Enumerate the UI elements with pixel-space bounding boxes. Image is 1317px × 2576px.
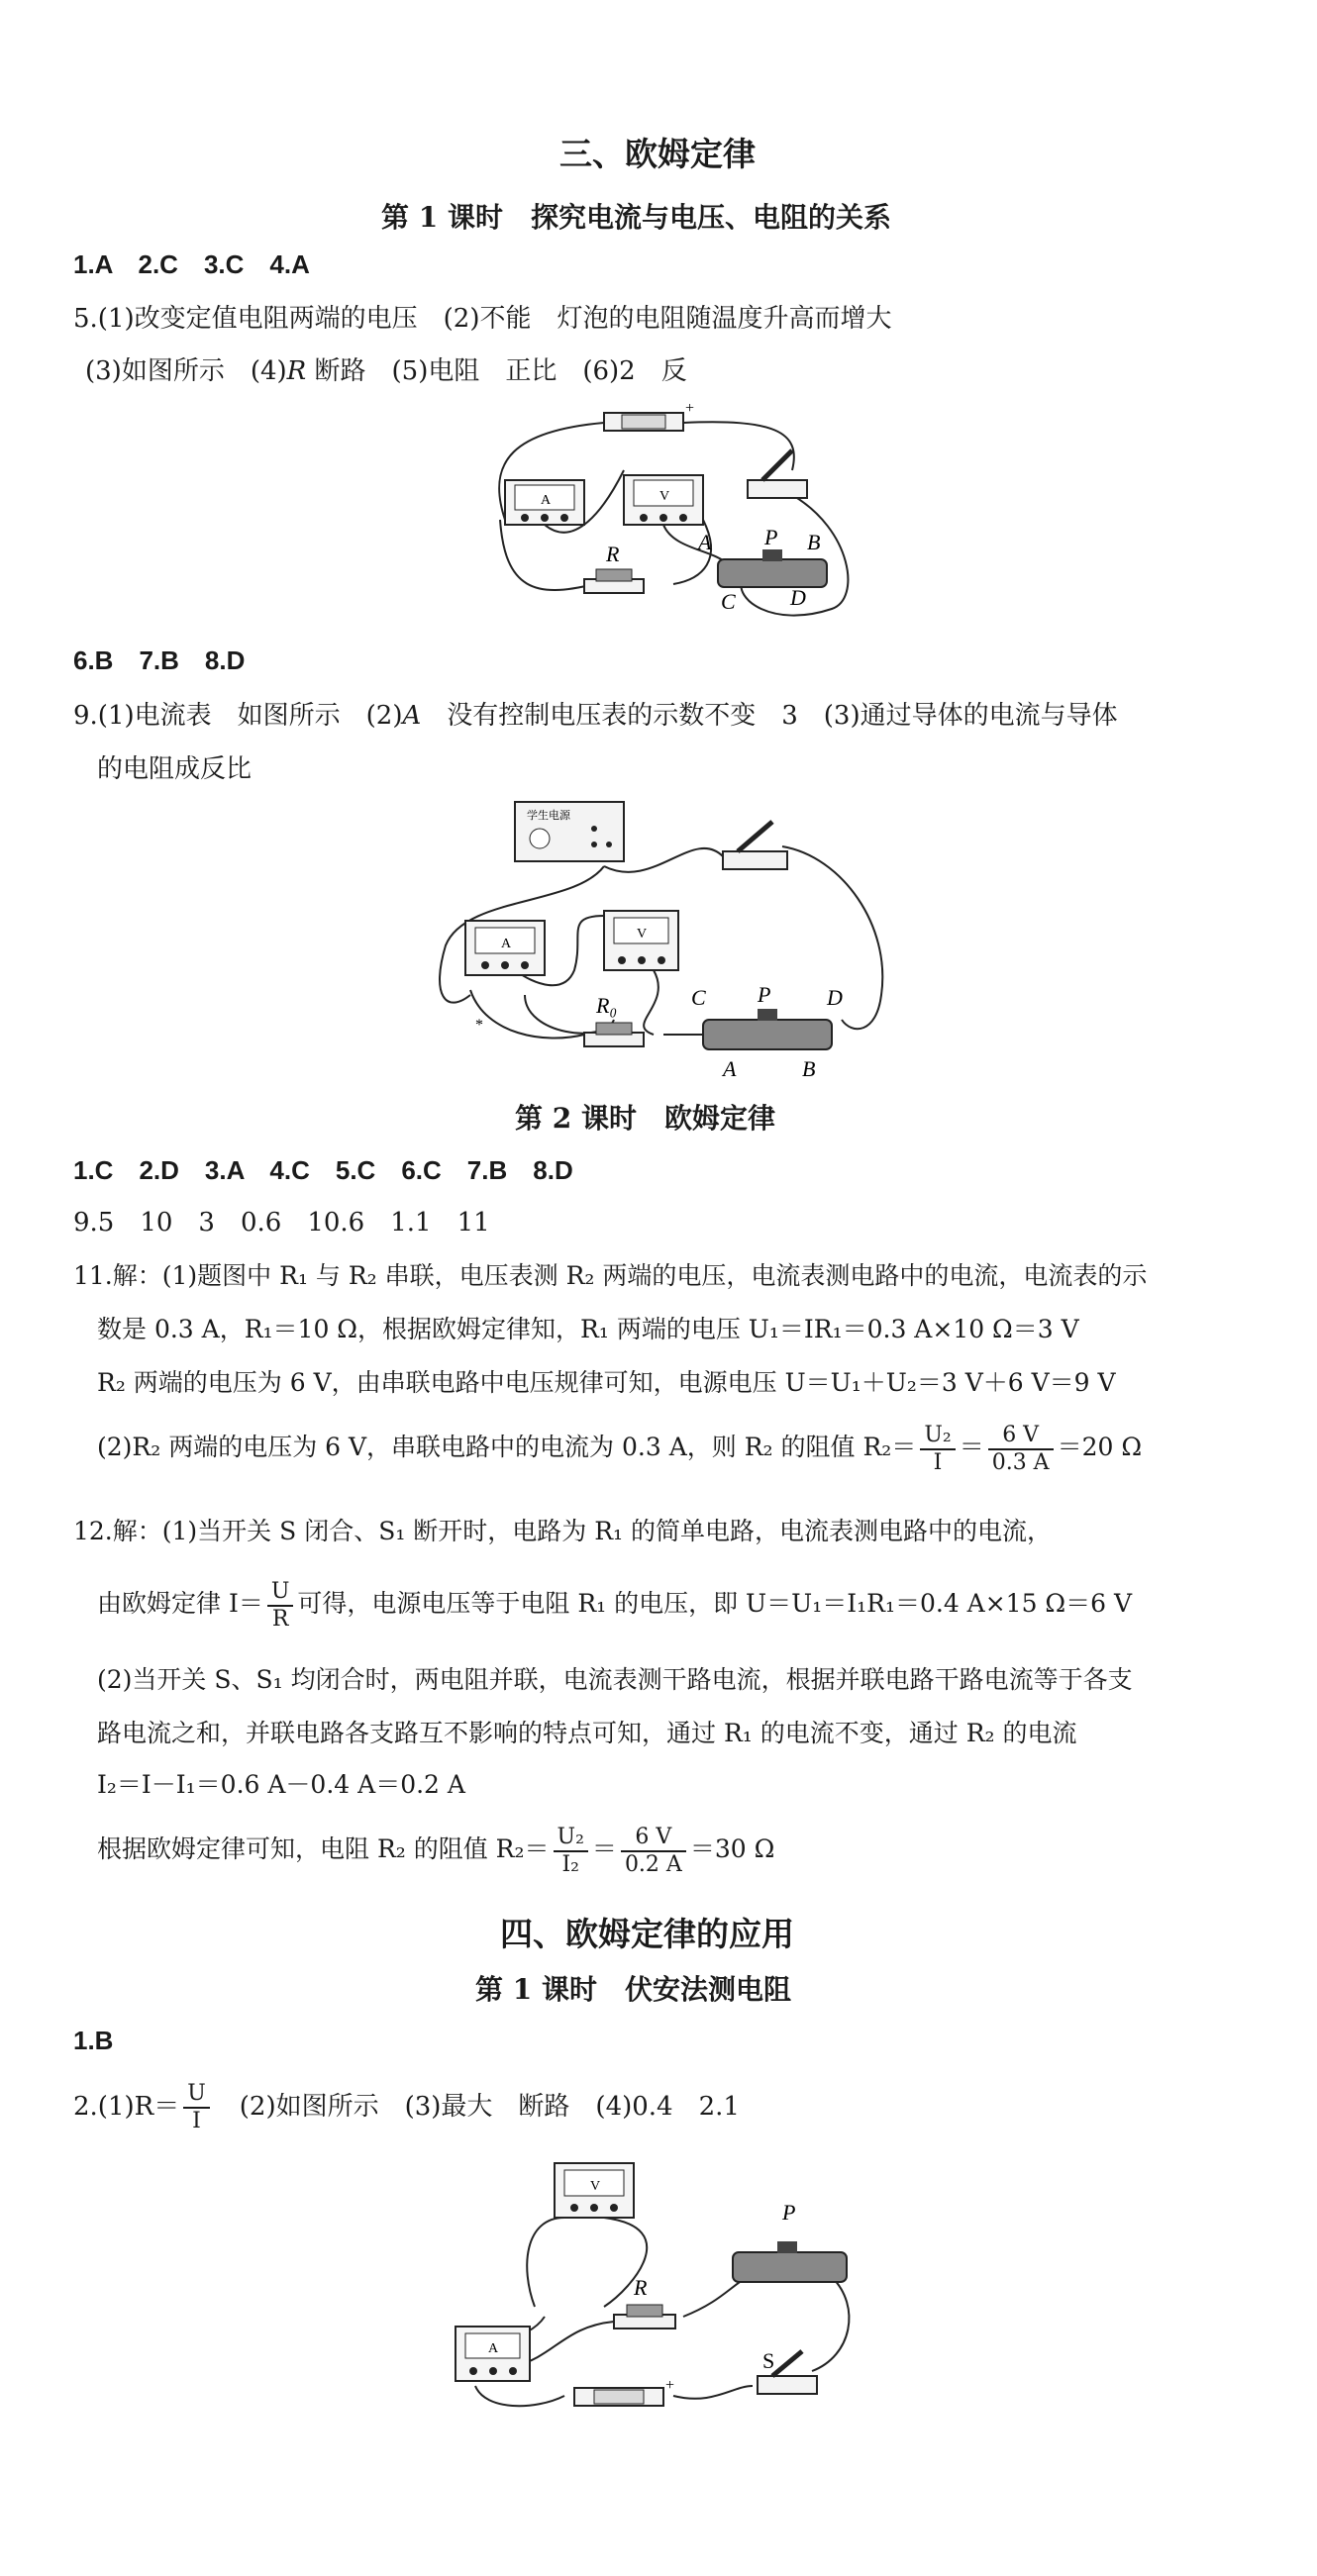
frac-num: 6 V: [621, 1825, 686, 1852]
fig2-label-a: A: [723, 1056, 737, 1081]
circuit-figure-2: [426, 797, 911, 1084]
fig2-star: *: [475, 1017, 483, 1034]
frac-num: 6 V: [988, 1423, 1054, 1450]
fig1-label-p: P: [764, 525, 778, 549]
lesson-title-1: 第 1 课时 探究电流与电压、电阻的关系: [381, 201, 891, 234]
ammeter-1-label: A: [541, 493, 552, 508]
fig2-label-d: D: [827, 985, 843, 1010]
q12-line-4: 路电流之和，并联电路各支路互不影响的特点可知，通过 R₁ 的电流不变，通过 R₂ 的电流: [97, 1719, 1077, 1747]
battery-plus-3: +: [665, 2377, 675, 2394]
fig2-label-p: P: [758, 982, 771, 1007]
rheostat-1: [696, 525, 827, 614]
frac-num: U: [267, 1579, 294, 1607]
answers-6-8: 6.B 7.B 8.D: [73, 645, 246, 675]
answer-9-line-1: [73, 699, 1118, 733]
frac-num: U₂: [920, 1423, 955, 1450]
fig3-label-p: P: [782, 2200, 796, 2225]
answer-5-var-r: R: [286, 356, 307, 386]
answer-9-line-2: 的电阻成反比: [97, 754, 253, 784]
q11-line-4-text: (2)R₂ 两端的电压为 6 V，串联电路中的电流为 0.3 A，则 R₂ 的阻值 R₂＝: [97, 1433, 917, 1461]
fraction-u2-over-i2: [554, 1825, 588, 1878]
q12-line-2-text-a: 由欧姆定律 I＝: [97, 1589, 263, 1618]
ammeter-3-label: A: [488, 2341, 499, 2356]
voltmeter-1: [624, 475, 703, 525]
fig2-label-c: C: [691, 985, 706, 1010]
fig1-label-r: R: [606, 542, 620, 566]
switch-1: [748, 450, 807, 498]
battery-1: [604, 401, 694, 431]
answers-1-8: 1.C 2.D 3.A 4.C 5.C 6.C 7.B 8.D: [73, 1155, 573, 1185]
ammeter-2: [465, 921, 545, 975]
q11-line-4: [97, 1418, 1142, 1477]
frac-den: 0.2 A: [624, 1851, 682, 1877]
q11-line-3: R₂ 两端的电压为 6 V，由串联电路中电压规律可知，电源电压 U＝U₁＋U₂＝3 V＋6 V＝9 V: [97, 1368, 1116, 1397]
answer-2-text-a: 2.(1)R＝: [73, 2092, 180, 2122]
fraction-6v-over-03a: [988, 1423, 1054, 1476]
voltmeter-2: [604, 911, 678, 970]
voltmeter-3-label: V: [590, 2179, 601, 2194]
answers-1-4: 1.A 2.C 3.C 4.A: [73, 249, 310, 279]
section-title-ohms-law: 三、欧姆定律: [559, 135, 756, 173]
q12-line-3: (2)当开关 S、S₁ 均闭合时，两电阻并联，电流表测干路电流，根据并联电路干路电流等于各支: [97, 1665, 1133, 1694]
fig2-label-r0: R₀: [596, 993, 618, 1018]
answer-9-text-b: 没有控制电压表的示数不变 3 (3)通过导体的电流与导体: [421, 701, 1118, 731]
switch-2: [723, 822, 787, 869]
q12-line-2-text-b: 可得，电源电压等于电阻 R₁ 的电压，即 U＝U₁＝I₁R₁＝0.4 A×15 Ω＝6 V: [297, 1589, 1133, 1618]
answer-2: [73, 2077, 740, 2136]
frac-num: U: [183, 2081, 210, 2109]
resistor-r-1: [584, 542, 644, 593]
answer-5-line-2: [85, 354, 687, 388]
q12-line-6: [97, 1820, 774, 1879]
power-supply-label: 学生电源: [527, 810, 570, 822]
frac-den: I₂: [561, 1851, 579, 1877]
rheostat-3: [733, 2200, 847, 2282]
section-title-ohms-law-application: 四、欧姆定律的应用: [500, 1915, 794, 1953]
circuit-figure-1: [475, 401, 871, 629]
battery-3: [574, 2377, 674, 2406]
rheostat-2: [691, 982, 843, 1081]
q12-result: ＝30 Ω: [689, 1834, 775, 1863]
voltmeter-1-label: V: [659, 489, 670, 504]
answer-5-line-1: 5.(1)改变定值电阻两端的电压 (2)不能 灯泡的电阻随温度升高而增大: [73, 304, 892, 334]
lesson-title-2: 第 2 课时 欧姆定律: [515, 1102, 775, 1135]
fig1-label-c: C: [721, 589, 736, 614]
switch-3: [758, 2348, 817, 2394]
frac-den: R: [271, 1606, 289, 1632]
frac-den: 0.3 A: [991, 1449, 1050, 1475]
ammeter-1: [505, 480, 584, 525]
resistor-r-3: [614, 2275, 675, 2328]
q12-line-2: [97, 1574, 1132, 1634]
frac-num: U₂: [554, 1825, 588, 1852]
answer-2-text-b: (2)如图所示 (3)最大 断路 (4)0.4 2.1: [213, 2092, 740, 2122]
ammeter-3: [456, 2327, 530, 2381]
answer-9-text-a: 9.(1)电流表 如图所示 (2): [73, 701, 403, 731]
fraction-u-over-i: [183, 2081, 210, 2134]
power-supply: [515, 802, 624, 861]
frac-den: I: [933, 1449, 943, 1475]
q11-line-1: 11.解：(1)题图中 R₁ 与 R₂ 串联，电压表测 R₂ 两端的电压，电流表测电路中的电流，电流表的示: [73, 1261, 1148, 1290]
q12-line-6-text: 根据欧姆定律可知，电阻 R₂ 的阻值 R₂＝: [97, 1834, 550, 1863]
fraction-6v-over-02a: [621, 1825, 686, 1878]
ammeter-2-label: A: [501, 937, 512, 951]
q11-result: ＝20 Ω: [1057, 1433, 1143, 1461]
fraction-u-over-r: [267, 1579, 294, 1633]
fraction-u2-over-i: [920, 1423, 955, 1476]
answers-9-10: 9.5 10 3 0.6 10.6 1.1 11: [73, 1208, 490, 1238]
lesson-title-3: 第 1 课时 伏安法测电阻: [475, 1973, 791, 2006]
voltmeter-3: [555, 2163, 634, 2218]
voltmeter-2-label: V: [637, 927, 648, 941]
answer-5-text-b: 断路 (5)电阻 正比 (6)2 反: [306, 356, 687, 386]
q12-line-5: I₂＝I－I₁＝0.6 A－0.4 A＝0.2 A: [97, 1770, 465, 1799]
answer-1-b: 1.B: [73, 2026, 114, 2055]
fig3-label-r: R: [634, 2275, 648, 2300]
equals-sign: ＝: [591, 1834, 617, 1863]
fig1-label-a: A: [698, 530, 712, 554]
fig1-label-b: B: [807, 530, 821, 554]
fig2-label-b: B: [802, 1056, 816, 1081]
fig3-label-s: S: [762, 2348, 775, 2373]
circuit-figure-3: [436, 2158, 871, 2416]
q11-line-2: 数是 0.3 A，R₁＝10 Ω，根据欧姆定律知，R₁ 两端的电压 U₁＝IR₁＝0.3 A×10 Ω＝3 V: [97, 1315, 1079, 1343]
q12-line-1: 12.解：(1)当开关 S 闭合、S₁ 断开时，电路为 R₁ 的简单电路，电流表测电路中的电流，: [73, 1517, 1053, 1545]
battery-plus-1: +: [685, 401, 695, 417]
answer-9-var-a: A: [402, 701, 422, 731]
frac-den: I: [192, 2109, 201, 2133]
fig1-label-d: D: [790, 585, 806, 610]
equals-sign: ＝: [959, 1433, 984, 1461]
answer-5-text-a: (3)如图所示 (4): [85, 356, 287, 386]
